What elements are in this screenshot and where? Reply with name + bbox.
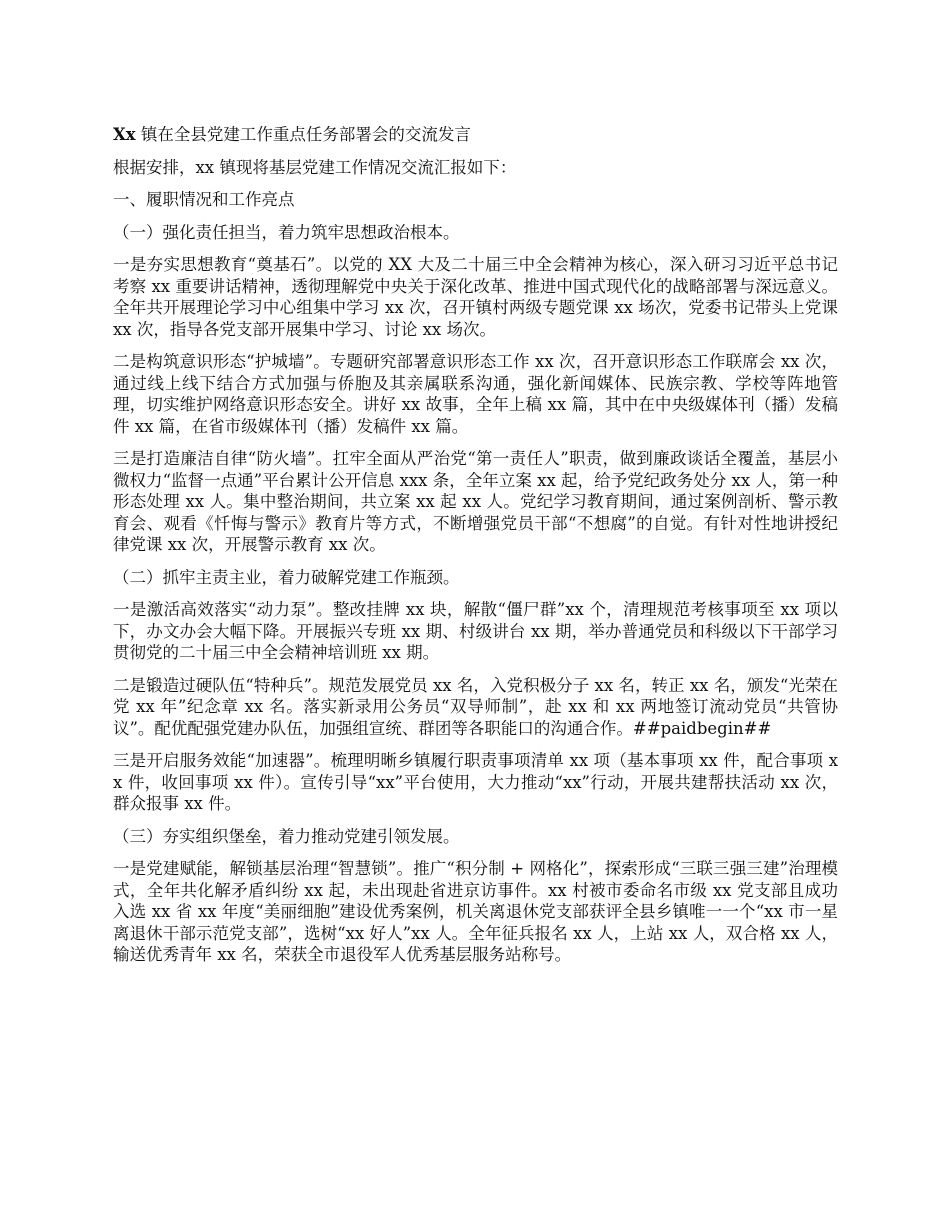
- body-paragraph: 一是激活高效落实“动力泵”。整改挂牌 xx 块，解散“僵尸群”xx 个，清理规范考核事项至 xx 项以下，办文办会大幅下降。开展振兴专班 xx 期、村级讲台 xx 期，举办普通党员和科级以下干部学习贯彻党的二十届三中全会精神培训班 xx 期。: [113, 600, 838, 662]
- section-heading: 一、履职情况和工作亮点: [113, 190, 295, 209]
- subsection-heading: （三）夯实组织堡垒，着力推动党建引领发展。: [113, 826, 460, 846]
- body-paragraph: 二是构筑意识形态“护城墙”。专题研究部署意识形态工作 xx 次，召开意识形态工作联席会 xx 次，通过线上线下结合方式加强与侨胞及其亲属联系沟通，强化新闻媒体、民族宗教、学校等阵地管理，切实维护网络意识形态安全。讲好 xx 故事，全年上稿 xx 篇，其中在中央级媒体刊（播）发稿件 xx 篇，在省市级媒体刊（播）发稿件 xx 篇。: [113, 352, 838, 436]
- subsection-heading: （二）抓牢主责主业，着力破解党建工作瓶颈。: [113, 567, 460, 587]
- body-paragraph: 二是锻造过硬队伍“特种兵”。规范发展党员 xx 名，入党积极分子 xx 名，转正 xx 名，颁发“光荣在党 xx 年”纪念章 xx 名。落实新录用公务员“双导师制”，赴 xx 和 xx 两地签订流动党员“共管协议”。配优配强党建办队伍，加强组宣统、群团等各职能口的沟通合作。##paidbegin##: [113, 675, 838, 738]
- document-page: [113, 124, 838, 977]
- document-title-lead: Xx: [113, 125, 136, 144]
- body-paragraph: 一是党建赋能，解锁基层治理“智慧锁”。推广“积分制 + 网格化”，探索形成“三联三强三建”治理模式，全年共化解矛盾纠纷 xx 起，未出现赴省进京访事件。xx 村被市委命名市级 xx 党支部且成功入选 xx 省 xx 年度“美丽细胞”建设优秀案例，机关离退休党支部获评全县乡镇唯一一个“xx 市一星离退休干部示范党支部”，选树“xx 好人”xx 人。全年征兵报名 xx 人，上站 xx 人，双合格 xx 人，输送优秀青年 xx 名，荣获全市退役军人优秀基层服务站称号。: [113, 859, 838, 964]
- document-title-rest: 镇在全县党建工作重点任务部署会的交流发言: [135, 125, 471, 144]
- document-title: [113, 124, 838, 146]
- subsection-heading: （一）强化责任担当，着力筑牢思想政治根本。: [113, 222, 460, 242]
- body-paragraph: 三是打造廉洁自律“防火墙”。扛牢全面从严治党“第一责任人”职责，做到廉政谈话全覆盖，基层小微权力“监督一点通”平台累计公开信息 xxx 条，全年立案 xx 起，给予党纪政务处分 xx 人，第一种形态处理 xx 人。集中整治期间，共立案 xx 起 xx 人。党纪学习教育期间，通过案例剖析、警示教育会、观看《忏悔与警示》教育片等方式，不断增强党员干部“不想腐”的自觉。有针对性地讲授纪律党课 xx 次，开展警示教育 xx 次。: [113, 449, 838, 554]
- intro-paragraph: 根据安排，xx 镇现将基层党建工作情况交流汇报如下：: [113, 157, 517, 177]
- body-paragraph: 一是夯实思想教育“奠基石”。以党的 XX 大及二十届三中全会精神为核心，深入研习习近平总书记考察 xx 重要讲话精神，透彻理解党中央关于深化改革、推进中国式现代化的战略部署与深远意义。全年共开展理论学习中心组集中学习 xx 次，召开镇村两级专题党课 xx 场次，党委书记带头上党课 xx 次，指导各党支部开展集中学习、讨论 xx 场次。: [113, 255, 838, 339]
- body-paragraph: 三是开启服务效能“加速器”。梳理明晰乡镇履行职责事项清单 xx 项（基本事项 xx 件，配合事项 xx 件，收回事项 xx 件）。宣传引导“xx”平台使用，大力推动“xx”行动，开展共建帮扶活动 xx 次，群众报事 xx 件。: [113, 751, 838, 813]
